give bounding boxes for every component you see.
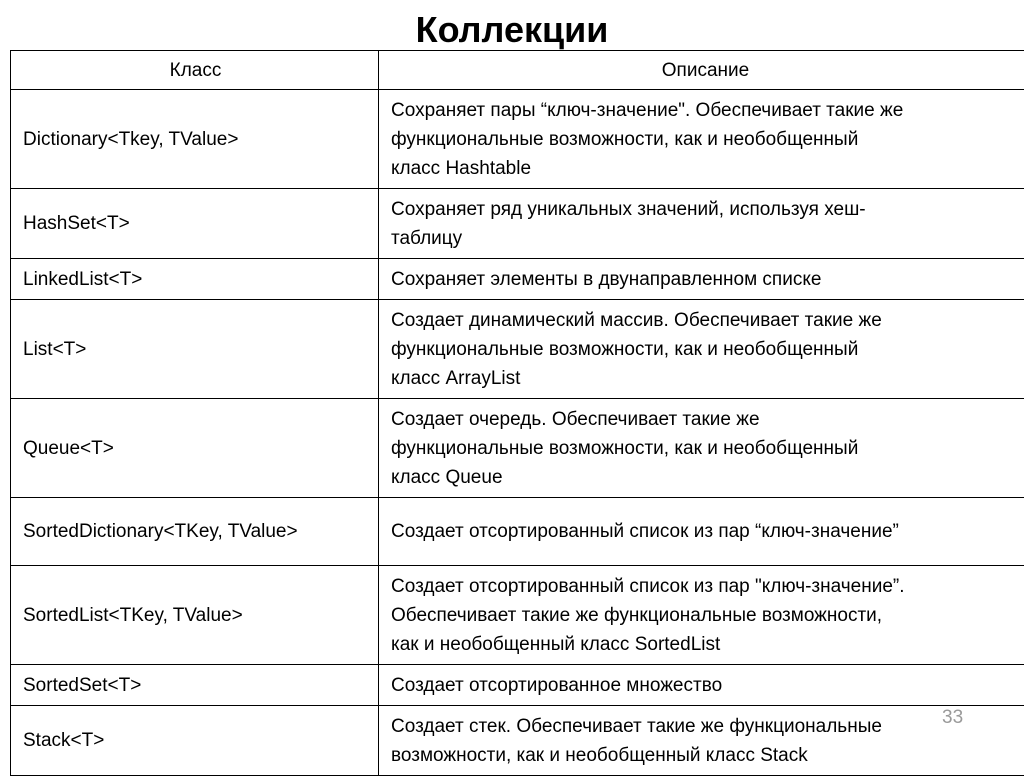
class-cell: SortedDictionary<TKey, TValue> bbox=[11, 498, 379, 566]
description-cell: Создает динамический массив. Обеспечивает такие же функциональные возможности, как и необобщенный класс ArrayList bbox=[379, 300, 1024, 399]
class-cell: HashSet<T> bbox=[11, 189, 379, 259]
description-cell: Создает отсортированное множество bbox=[379, 665, 1024, 706]
table-row bbox=[11, 300, 1024, 399]
class-cell: Queue<T> bbox=[11, 399, 379, 498]
table-row bbox=[11, 706, 1024, 776]
table-row bbox=[11, 498, 1024, 566]
description-cell: Создает отсортированный список из пар “ключ-значение” bbox=[379, 498, 1024, 566]
table-row bbox=[11, 189, 1024, 259]
header-description: Описание bbox=[379, 51, 1024, 90]
table-row bbox=[11, 90, 1024, 189]
header-class: Класс bbox=[11, 51, 379, 90]
description-cell: Создает очередь. Обеспечивает такие же функциональные возможности, как и необобщенный класс Queue bbox=[379, 399, 1024, 498]
description-cell: Сохраняет элементы в двунаправленном списке bbox=[379, 259, 1024, 300]
class-cell: LinkedList<T> bbox=[11, 259, 379, 300]
table-header-row bbox=[11, 51, 1024, 90]
table-row bbox=[11, 566, 1024, 665]
table-row bbox=[11, 665, 1024, 706]
page-number: 33 bbox=[942, 707, 963, 729]
description-cell: Создает отсортированный список из пар "ключ-значение”. Обеспечивает такие же функциональные возможности, как и необобщенный класс SortedList bbox=[379, 566, 1024, 665]
class-cell: Dictionary<Tkey, TValue> bbox=[11, 90, 379, 189]
table-row bbox=[11, 259, 1024, 300]
description-cell: Сохраняет ряд уникальных значений, используя хеш- таблицу bbox=[379, 189, 1024, 259]
table-row bbox=[11, 399, 1024, 498]
class-cell: List<T> bbox=[11, 300, 379, 399]
slide-title: Коллекции bbox=[0, 8, 1024, 52]
class-cell: SortedList<TKey, TValue> bbox=[11, 566, 379, 665]
description-cell: Сохраняет пары “ключ-значение". Обеспечивает такие же функциональные возможности, как и необобщенный класс Hashtable bbox=[379, 90, 1024, 189]
description-cell: Создает стек. Обеспечивает такие же функциональные возможности, как и необобщенный класс Stack bbox=[379, 706, 1024, 776]
class-cell: Stack<T> bbox=[11, 706, 379, 776]
class-cell: SortedSet<T> bbox=[11, 665, 379, 706]
collections-table bbox=[10, 50, 1024, 776]
